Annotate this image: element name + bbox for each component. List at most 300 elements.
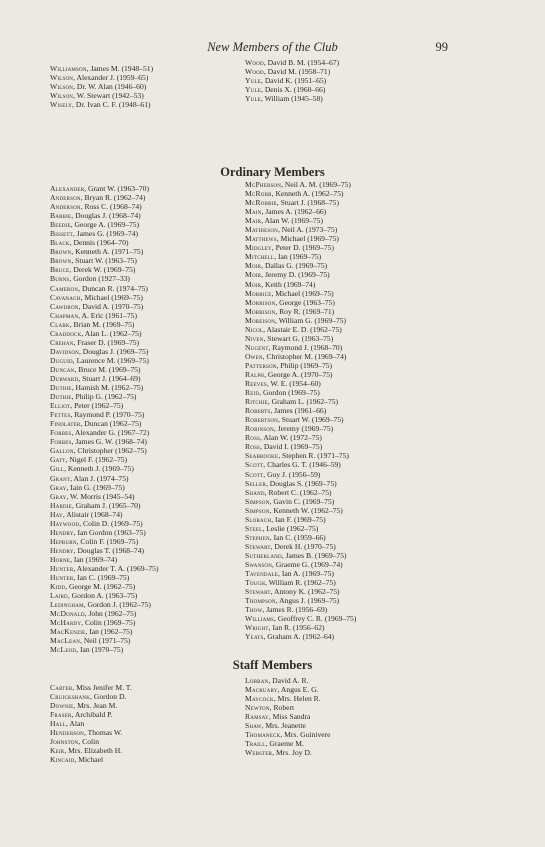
member-entry (50, 329, 159, 338)
member-details: , Derek W. (1969–75) (69, 265, 136, 275)
member-entry (245, 270, 356, 279)
member-entry (245, 605, 356, 614)
member-details: , Thomas W. (83, 728, 123, 738)
member-surname: Forbes (50, 437, 72, 447)
member-entry (50, 591, 159, 600)
member-surname: Hay (50, 509, 63, 519)
member-details: , Michael (1969–75) (271, 288, 334, 298)
member-entry (245, 361, 356, 370)
member-entry (245, 748, 331, 757)
member-details: , Grant W. (1963–70) (84, 184, 149, 193)
member-details: , David B. M. (1954–67) (263, 58, 340, 67)
member-entry (50, 256, 159, 265)
member-details: , Peter D. (1969–75) (271, 243, 334, 253)
member-surname: Hepburn (50, 536, 77, 546)
member-surname: Nicol (245, 324, 264, 334)
member-surname: Owen (245, 351, 263, 361)
member-entry (245, 325, 356, 334)
member-entry (245, 614, 356, 623)
member-entry (50, 573, 159, 582)
member-entry (245, 67, 339, 76)
member-details: , James G. W. (1968–74) (71, 437, 147, 447)
member-details: , William (1945–58) (261, 94, 323, 104)
member-entry (50, 683, 132, 692)
member-entry (245, 578, 356, 587)
member-surname: Keir (50, 746, 65, 756)
member-surname: Durward (50, 373, 79, 383)
member-details: , Stuart W. (1963–75) (71, 256, 137, 266)
member-surname: Beedie (50, 220, 71, 230)
member-details: , Michael (74, 755, 104, 765)
member-entry (50, 728, 132, 737)
member-entry (245, 694, 331, 703)
member-details: , Alan L. (1962–75) (81, 328, 142, 338)
member-details: , David M. (1958–71) (263, 67, 331, 77)
member-details: , Douglas T. (1968–74) (73, 545, 145, 555)
member-entry (50, 510, 159, 519)
member-entry (50, 636, 159, 645)
member-details: , Ian (1969–74) (70, 554, 118, 564)
member-surname: Brown (50, 256, 72, 266)
member-details: , George A. (1969–75) (70, 220, 140, 230)
member-surname: Robertson (245, 415, 278, 425)
member-details: , Duncan R. (1974–75) (78, 283, 148, 293)
member-details: , Archibald P. (71, 710, 113, 720)
member-surname: Morrison (245, 306, 276, 316)
member-surname: Wood (245, 67, 264, 77)
member-surname: Cameron (50, 283, 79, 293)
member-details: , Kenneth J. (1969–75) (64, 464, 134, 474)
member-details: , Ross C. (1968–74) (80, 202, 142, 212)
member-details: , Gordon (1927–33) (69, 274, 130, 284)
member-entry (245, 479, 356, 488)
member-entry (50, 73, 153, 82)
member-surname: Brown (50, 247, 72, 257)
member-entry (50, 528, 159, 537)
member-entry (245, 569, 356, 578)
member-details: , Dallas G. (1969–75) (261, 261, 328, 271)
member-entry (50, 238, 159, 247)
member-details: , Alan J. (1974–75) (70, 473, 129, 483)
member-details: , James G. (1969–74) (72, 229, 139, 239)
member-entry (245, 451, 356, 460)
member-entry (50, 338, 159, 347)
member-entry (50, 401, 159, 410)
member-entry (50, 692, 132, 701)
member-surname: Simpson (245, 505, 270, 515)
member-entry (50, 618, 159, 627)
member-details: , Douglas J. (1969–75) (78, 346, 149, 356)
member-surname: Duguid (50, 355, 73, 365)
member-entry (245, 524, 356, 533)
member-entry (50, 247, 159, 256)
member-surname: Yeats (245, 632, 264, 642)
member-surname: McDonald (50, 609, 85, 619)
member-details: , Neil (1971–75) (80, 636, 131, 646)
member-surname: Duthie (50, 383, 72, 393)
member-details: , Jeremy (1969–75) (273, 424, 334, 434)
member-details: , Colin F. (1969–75) (76, 536, 139, 546)
member-surname: Matthews (245, 234, 277, 244)
ordinary-members-left-column (50, 184, 159, 654)
member-details: , Mrs. Guinivere (280, 730, 331, 740)
member-details: , David A. (1970–75) (78, 301, 144, 311)
member-details: , Gordon D. (90, 692, 127, 702)
member-surname: Midgley (245, 243, 272, 253)
member-surname: Hall (50, 719, 67, 729)
member-details: , Neil A. (1973–75) (278, 225, 338, 235)
member-entry (245, 596, 356, 605)
page-number: 99 (435, 40, 448, 54)
member-details: , Peter (1962–75) (70, 401, 124, 411)
member-surname: Elliot (50, 401, 71, 411)
member-entry (245, 587, 356, 596)
member-entry (50, 492, 159, 501)
member-details: , Mrs. Helen R. (273, 694, 321, 704)
member-surname: Morrison (245, 297, 276, 307)
member-surname: Gallon (50, 446, 74, 456)
member-details: , Robert C. (1962–75) (264, 487, 332, 497)
member-details: , Raymond J. (1968–70) (268, 342, 343, 352)
member-details: , Mrs. Elizabeth H. (64, 746, 123, 756)
member-details: , Alexander G. (1967–72) (71, 428, 150, 438)
member-details: , Mrs. Joy D. (272, 748, 312, 758)
member-surname: Cawdron (50, 301, 79, 311)
member-entry (245, 316, 356, 325)
member-details: , Miss Jenifer M. T. (72, 683, 132, 692)
member-details: , Ian A. (1969–75) (278, 569, 334, 579)
member-surname: Carter (50, 683, 73, 692)
member-details: , Graham J. (1965–70) (71, 500, 141, 510)
member-details: , James (1961–66) (270, 406, 327, 416)
member-details: , Angus J. (1969–75) (275, 596, 340, 606)
member-entry (50, 555, 159, 564)
member-entry (245, 94, 339, 103)
member-details: , W. Morris (1945–54) (66, 491, 135, 501)
member-details: , Stuart J. (1964–69) (78, 373, 141, 383)
member-entry (50, 100, 153, 109)
member-surname: Wilson (50, 82, 74, 92)
member-surname: Patterson (245, 360, 277, 370)
member-surname: Tavendale (245, 569, 279, 579)
member-details: , Bryan R. (1962–74) (80, 193, 146, 203)
member-details: , Dennis (1964–70) (69, 238, 129, 248)
member-surname: Barbie (50, 211, 72, 221)
member-entry (50, 519, 159, 528)
member-entry (245, 739, 331, 748)
member-surname: Duncan (50, 364, 75, 374)
member-details: , John (1962–75) (84, 609, 137, 619)
member-surname: Slorach (245, 514, 272, 524)
member-surname: MacKenzie (50, 627, 86, 637)
member-surname: Seller (245, 478, 266, 488)
member-surname: Morrice (245, 288, 272, 298)
member-details: , W. E. (1954–60) (266, 379, 321, 389)
member-details: , Christopher (1962–75) (73, 446, 147, 456)
member-surname: Hendry (50, 527, 74, 537)
member-details: , Colin (1969–75) (81, 618, 136, 628)
member-surname: Niven (245, 333, 264, 343)
member-entry (245, 307, 356, 316)
member-entry (245, 424, 356, 433)
member-details: , Gordon J. (1962–75) (83, 600, 151, 610)
member-details: , Alan W. (1972–75) (260, 433, 322, 443)
member-details: , Michael (1969–75) (80, 292, 143, 302)
member-surname: Sutherland (245, 550, 282, 560)
member-surname: Shand (245, 487, 265, 497)
member-surname: Duthie (50, 392, 72, 402)
member-details: , Denis X. (1960–66) (261, 85, 326, 95)
member-surname: Hunter (50, 573, 74, 583)
member-entry (50, 537, 159, 546)
member-surname: Horne (50, 554, 71, 564)
member-details: , Guy J. (1956–59) (263, 469, 321, 479)
member-entry (245, 180, 356, 189)
member-entry (245, 470, 356, 479)
member-details: , Colin D. (1969–75) (79, 518, 143, 528)
member-entry (50, 746, 132, 755)
member-details: , Ian (1969–75) (274, 252, 322, 262)
member-details: , James A. (1962–66) (261, 207, 327, 217)
member-surname: Shaw (245, 721, 262, 731)
member-details: , Derek H. (1970–75) (270, 541, 336, 551)
member-surname: Traill (245, 739, 266, 749)
member-entry (50, 274, 159, 283)
member-entry (245, 234, 356, 243)
member-entry (245, 243, 356, 252)
member-entry (245, 189, 356, 198)
member-entry (245, 406, 356, 415)
member-entry (50, 284, 159, 293)
member-surname: Moir (245, 279, 262, 289)
member-entry (245, 542, 356, 551)
member-details: , Alexander J. (1959–65) (73, 73, 149, 83)
member-surname: Davidson (50, 346, 79, 356)
member-details: , Geoffrey C. R. (1969–75) (274, 614, 357, 624)
member-entry (245, 343, 356, 352)
member-surname: Stewart (245, 541, 271, 551)
member-surname: Ralph (245, 369, 265, 379)
member-surname: Cruickshank (50, 692, 91, 702)
member-entry (50, 501, 159, 510)
member-surname: McHardy (50, 618, 82, 628)
member-details: , Stuart J. (1968–75) (276, 198, 339, 208)
member-details: , Charles G. T. (1946–59) (263, 460, 341, 470)
member-details: , Hamish M. (1962–75) (71, 383, 144, 393)
running-head (0, 40, 545, 56)
member-entry (245, 730, 331, 739)
member-entry (50, 293, 159, 302)
member-entry (50, 701, 132, 710)
member-surname: Wright (245, 623, 269, 633)
member-details: , Philip G. (1962–75) (71, 392, 137, 402)
member-details: , Alistair (1968–74) (62, 509, 123, 519)
member-surname: Wood (245, 58, 264, 67)
member-entry (50, 455, 159, 464)
member-entry (50, 64, 153, 73)
member-surname: Bissett (50, 229, 73, 239)
member-details: , Graeme G. (1969–74) (272, 559, 343, 569)
member-entry (50, 265, 159, 274)
member-entry (50, 383, 159, 392)
member-details: , W. Stewart (1942–53) (73, 91, 144, 101)
member-surname: MacLean (50, 636, 81, 646)
member-surname: Ritchie (245, 397, 268, 407)
member-surname: Gray (50, 482, 67, 492)
member-surname: Thow (245, 605, 263, 615)
member-entry (50, 202, 159, 211)
member-entry (50, 211, 159, 220)
member-entry (50, 220, 159, 229)
member-surname: Fettes (50, 410, 71, 420)
member-details: , William G. (1969–75) (275, 315, 347, 325)
member-details: , James R. (1956–69) (262, 605, 328, 615)
member-surname: Stewart (245, 587, 271, 597)
member-entry (245, 388, 356, 397)
member-surname: Newton (245, 703, 270, 713)
member-entry (50, 627, 159, 636)
member-surname: McPherson (245, 180, 282, 189)
member-details: , Mrs. Jean M. (73, 701, 118, 711)
member-surname: Alexander (50, 184, 85, 193)
member-entry (245, 352, 356, 361)
member-entry (50, 184, 159, 193)
member-surname: Gray (50, 491, 67, 501)
member-entry (50, 737, 132, 746)
member-entry (245, 506, 356, 515)
member-entry (50, 428, 159, 437)
member-surname: Robinson (245, 424, 274, 434)
member-surname: Haywood (50, 518, 80, 528)
member-entry (50, 546, 159, 555)
member-surname: Forbes (50, 428, 72, 438)
member-surname: Yule (245, 85, 262, 95)
member-details: , Fraser D. (1969–75) (73, 337, 140, 347)
member-surname: Stephen (245, 532, 270, 542)
member-surname: Findlater (50, 419, 81, 429)
member-details: , Nigel F. (1962–75) (65, 455, 128, 465)
member-entry (245, 551, 356, 560)
member-details: , Jeremy D. (1969–75) (261, 270, 330, 280)
member-entry (50, 645, 159, 654)
member-entry (245, 85, 339, 94)
member-entry (50, 82, 153, 91)
member-entry (245, 252, 356, 261)
staff-members-right-column (245, 676, 331, 757)
member-surname: Moir (245, 261, 262, 271)
member-entry (245, 289, 356, 298)
member-entry (50, 564, 159, 573)
member-details: , Ian R. (1956–62) (268, 623, 325, 633)
member-surname: Macruary (245, 685, 278, 695)
member-details: , Roy R. (1969–71) (275, 306, 335, 316)
member-surname: Gill (50, 464, 65, 474)
member-details: , Alastair E. D. (1962–75) (263, 324, 342, 334)
member-entry (50, 392, 159, 401)
member-entry (245, 216, 356, 225)
member-entry (50, 320, 159, 329)
member-details: , Angus E. G. (277, 685, 319, 695)
member-entry (245, 261, 356, 270)
member-details: , Stewart G. (1963–75) (263, 333, 334, 343)
member-entry (245, 676, 331, 685)
member-surname: Laird (50, 591, 68, 601)
member-details: , Stuart W. (1969–75) (277, 415, 344, 425)
member-entry (245, 415, 356, 424)
member-details: , Douglas S. (1969–75) (265, 478, 337, 488)
member-surname: Wisely (50, 100, 73, 110)
member-surname: Kidd (50, 582, 66, 592)
member-details: , Ian F. (1969–75) (271, 514, 326, 524)
member-entry (50, 755, 132, 764)
running-title: New Members of the Club (207, 40, 338, 54)
member-surname: Reid (245, 388, 260, 398)
member-details: , Stephen R. (1971–75) (278, 451, 349, 461)
member-details: , Ian (1962–75) (85, 627, 133, 637)
member-details: , James B. (1969–75) (281, 550, 347, 560)
member-details: , Dr. W. Alan (1946–60) (73, 82, 147, 92)
member-details: , Miss Sandra (268, 712, 311, 722)
member-details: , Graham A. (1962–64) (263, 632, 335, 642)
member-entry (50, 419, 159, 428)
member-details: , Michael (1969–75) (276, 234, 339, 244)
member-entry (245, 460, 356, 469)
member-details: , Keith (1969–74) (261, 279, 316, 289)
member-details: , Ian C. (1959–66) (269, 532, 326, 542)
member-entry (245, 207, 356, 216)
member-surname: Henderson (50, 728, 84, 738)
member-surname: Cavanagh (50, 292, 81, 302)
member-entry (245, 712, 331, 721)
member-surname: Williams (245, 614, 275, 624)
member-surname: Simpson (245, 496, 270, 506)
member-details: , Dr. Ivan C. F. (1948–61) (72, 100, 151, 110)
member-details: , A. Eric (1961–75) (78, 310, 137, 320)
member-entry (50, 91, 153, 100)
member-entry (50, 302, 159, 311)
member-details: , Colin (78, 737, 100, 747)
member-entry (50, 229, 159, 238)
member-entry (245, 497, 356, 506)
ordinary-members-heading: Ordinary Members (220, 165, 325, 179)
member-surname: Thompson (245, 596, 276, 606)
member-entry (245, 298, 356, 307)
member-entry (245, 442, 356, 451)
member-surname: Mair (245, 216, 262, 226)
member-entry (50, 464, 159, 473)
member-details: , Antony K. (1962–75) (270, 587, 340, 597)
member-details: , George M. (1962–75) (65, 582, 136, 592)
member-details: , Iain G. (1969–75) (66, 482, 125, 492)
member-details: , Kenneth W. (1962–75) (269, 505, 343, 515)
member-surname: Main (245, 207, 262, 217)
member-surname: Hardie (50, 500, 72, 510)
member-entry (50, 437, 159, 446)
member-details: , Alan W. (1969–75) (261, 216, 323, 226)
member-surname: Kincaid (50, 755, 75, 765)
member-surname: Johnston (50, 737, 79, 747)
member-entry (50, 410, 159, 419)
member-surname: Roberts (245, 406, 271, 416)
member-surname: McLeod (50, 645, 77, 655)
member-surname: Ledingham (50, 600, 84, 610)
member-entry (50, 710, 132, 719)
member-surname: Seabrooke (245, 451, 279, 461)
member-surname: Ramsay (245, 712, 269, 722)
member-details: , Alexander T. A. (1969–75) (73, 563, 159, 573)
member-entry (245, 533, 356, 542)
member-entry (50, 446, 159, 455)
